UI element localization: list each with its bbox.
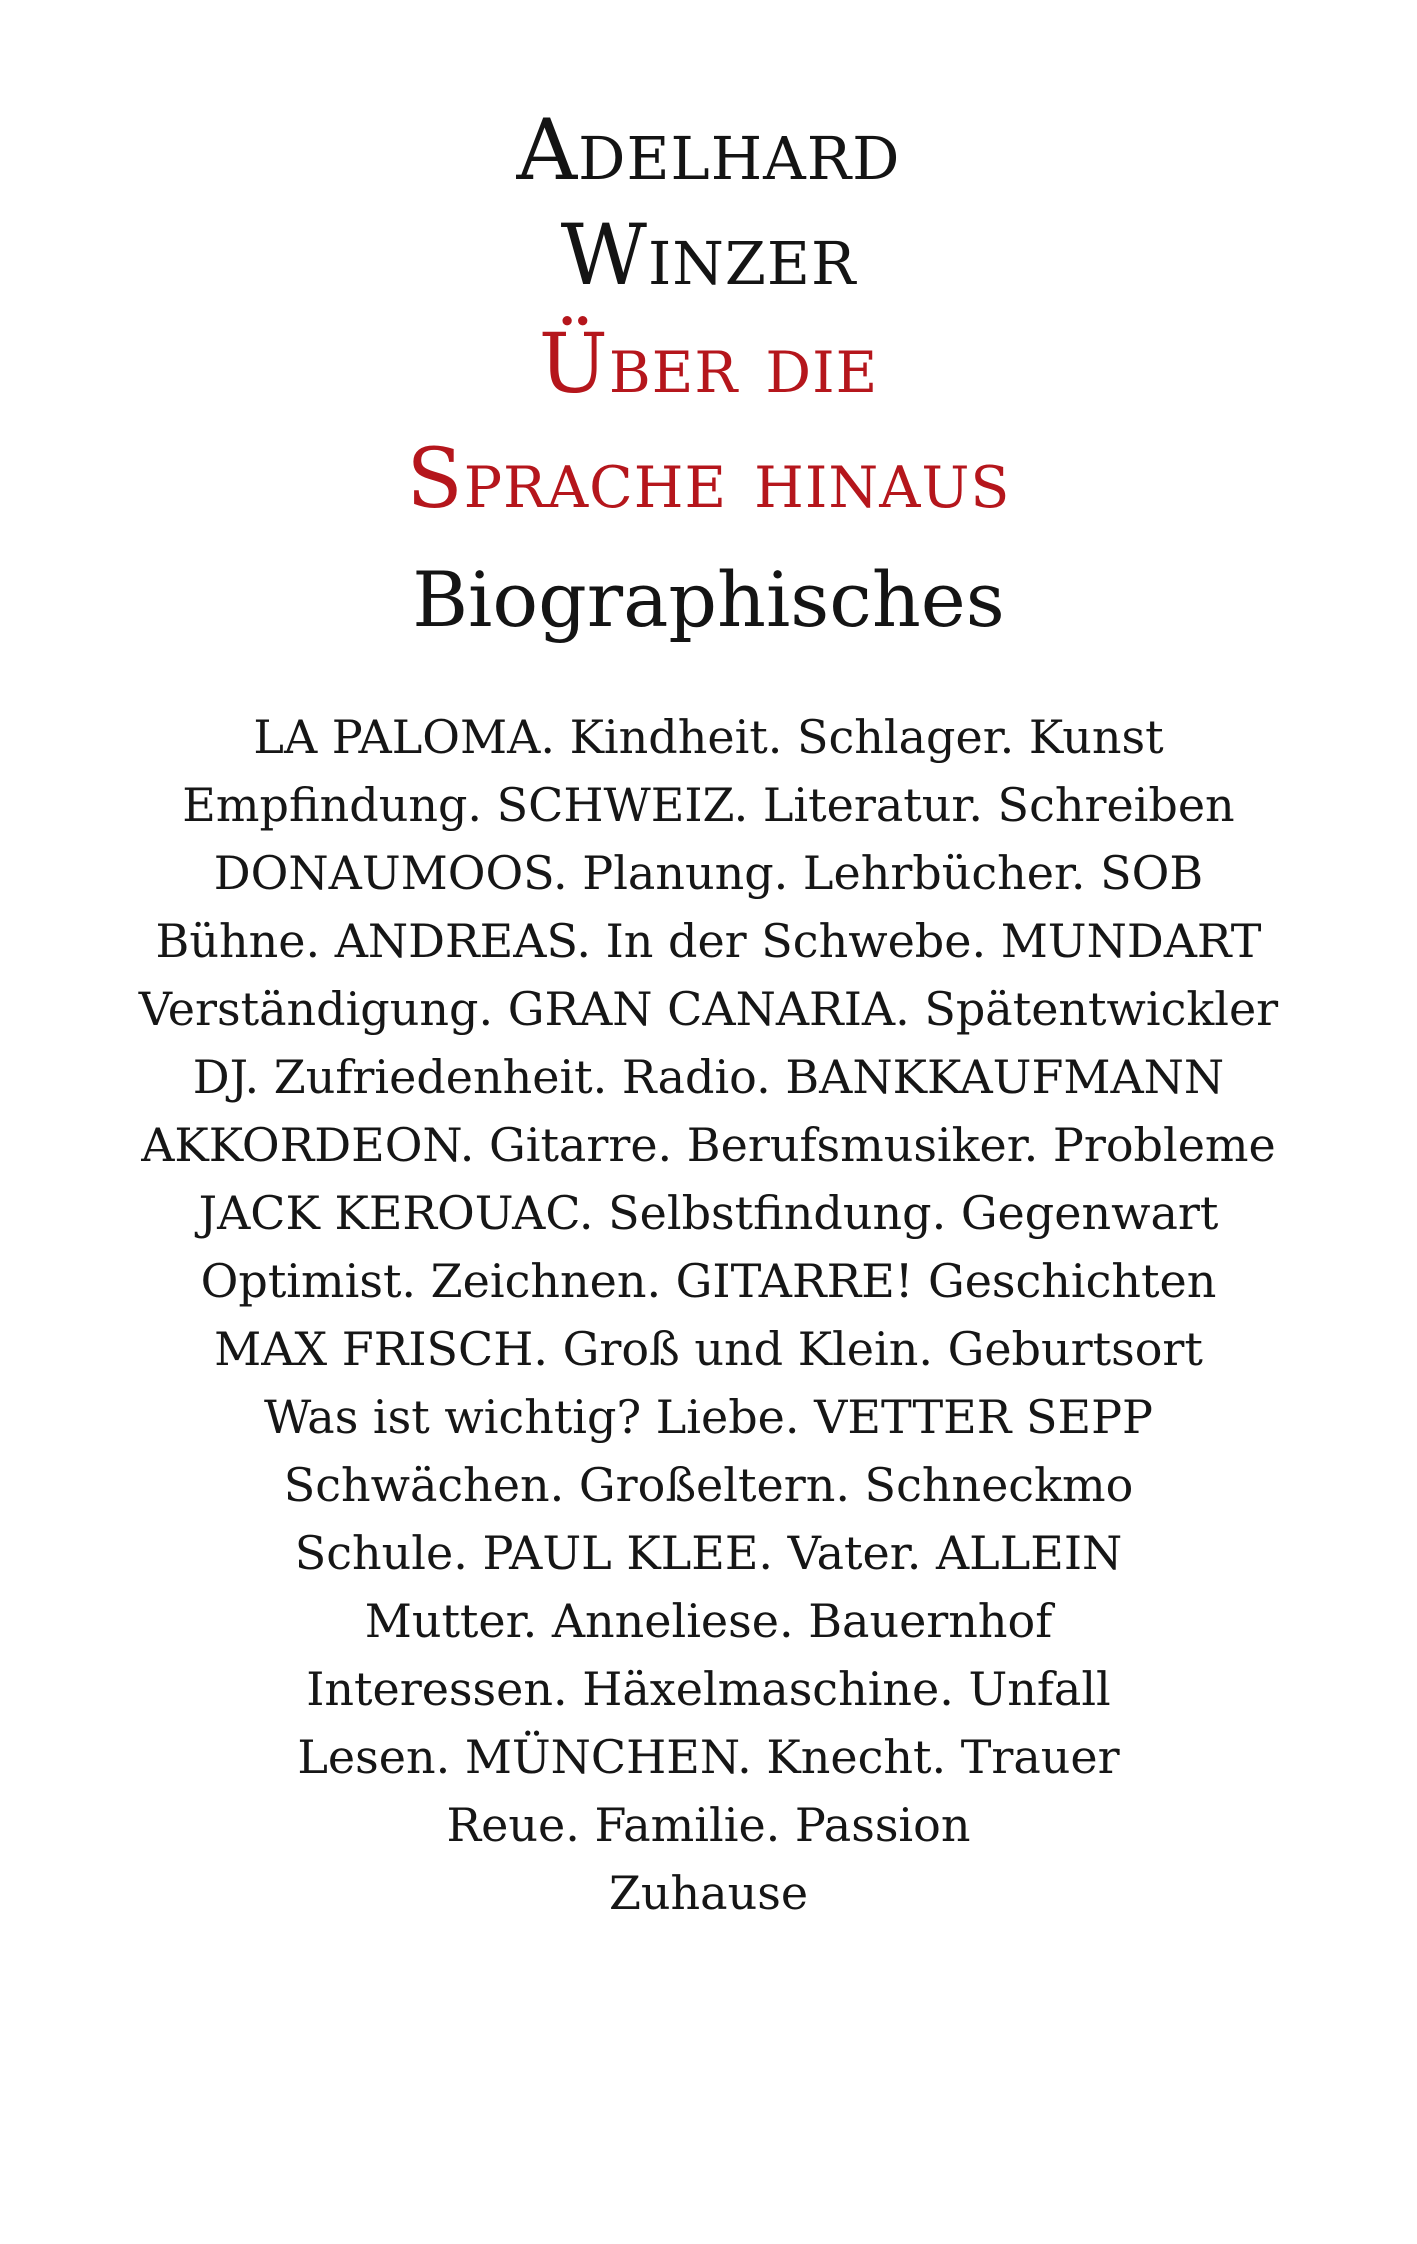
- keyword-line: Verständigung. GRAN CANARIA. Spätentwickler: [138, 982, 1279, 1036]
- keyword-line: Reue. Familie. Passion: [446, 1798, 971, 1852]
- keyword-line: Optimist. Zeichnen. GITARRE! Geschichten: [200, 1254, 1217, 1308]
- keyword-line: Zuhause: [608, 1866, 809, 1920]
- book-subtitle: Biographisches: [412, 555, 1005, 644]
- keyword-line: Lesen. MÜNCHEN. Knecht. Trauer: [297, 1730, 1120, 1784]
- keyword-line: Schwächen. Großeltern. Schneckmo: [283, 1458, 1134, 1512]
- keyword-line: AKKORDEON. Gitarre. Berufsmusiker. Probleme: [141, 1118, 1276, 1172]
- keyword-line: MAX FRISCH. Groß und Klein. Geburtsort: [214, 1322, 1203, 1376]
- keyword-line: JACK KEROUAC. Selbstfindung. Gegenwart: [198, 1186, 1219, 1240]
- keyword-line: LA PALOMA. Kindheit. Schlager. Kunst: [253, 710, 1164, 764]
- keyword-line: DJ. Zufriedenheit. Radio. BANKKAUFMANN: [192, 1050, 1225, 1104]
- keyword-line: Was ist wichtig? Liebe. VETTER SEPP: [263, 1390, 1153, 1444]
- keyword-line: Interessen. Häxelmaschine. Unfall: [306, 1662, 1111, 1716]
- keyword-line: Empfindung. SCHWEIZ. Literatur. Schreiben: [182, 778, 1235, 832]
- book-title-line-2: Sprache hinaus: [406, 432, 1011, 527]
- keyword-line: DONAUMOOS. Planung. Lehrbücher. SOB: [213, 846, 1204, 900]
- author-last-name: Winzer: [560, 206, 857, 304]
- keyword-list: [0, 703, 1417, 1927]
- author-first-name: Adelhard: [516, 101, 901, 199]
- keyword-line: Mutter. Anneliese. Bauernhof: [364, 1594, 1053, 1648]
- keyword-line: Bühne. ANDREAS. In der Schwebe. MUNDART: [155, 914, 1262, 968]
- book-title-line-1: Über die: [538, 317, 879, 412]
- keyword-line: Schule. PAUL KLEE. Vater. ALLEIN: [294, 1526, 1123, 1580]
